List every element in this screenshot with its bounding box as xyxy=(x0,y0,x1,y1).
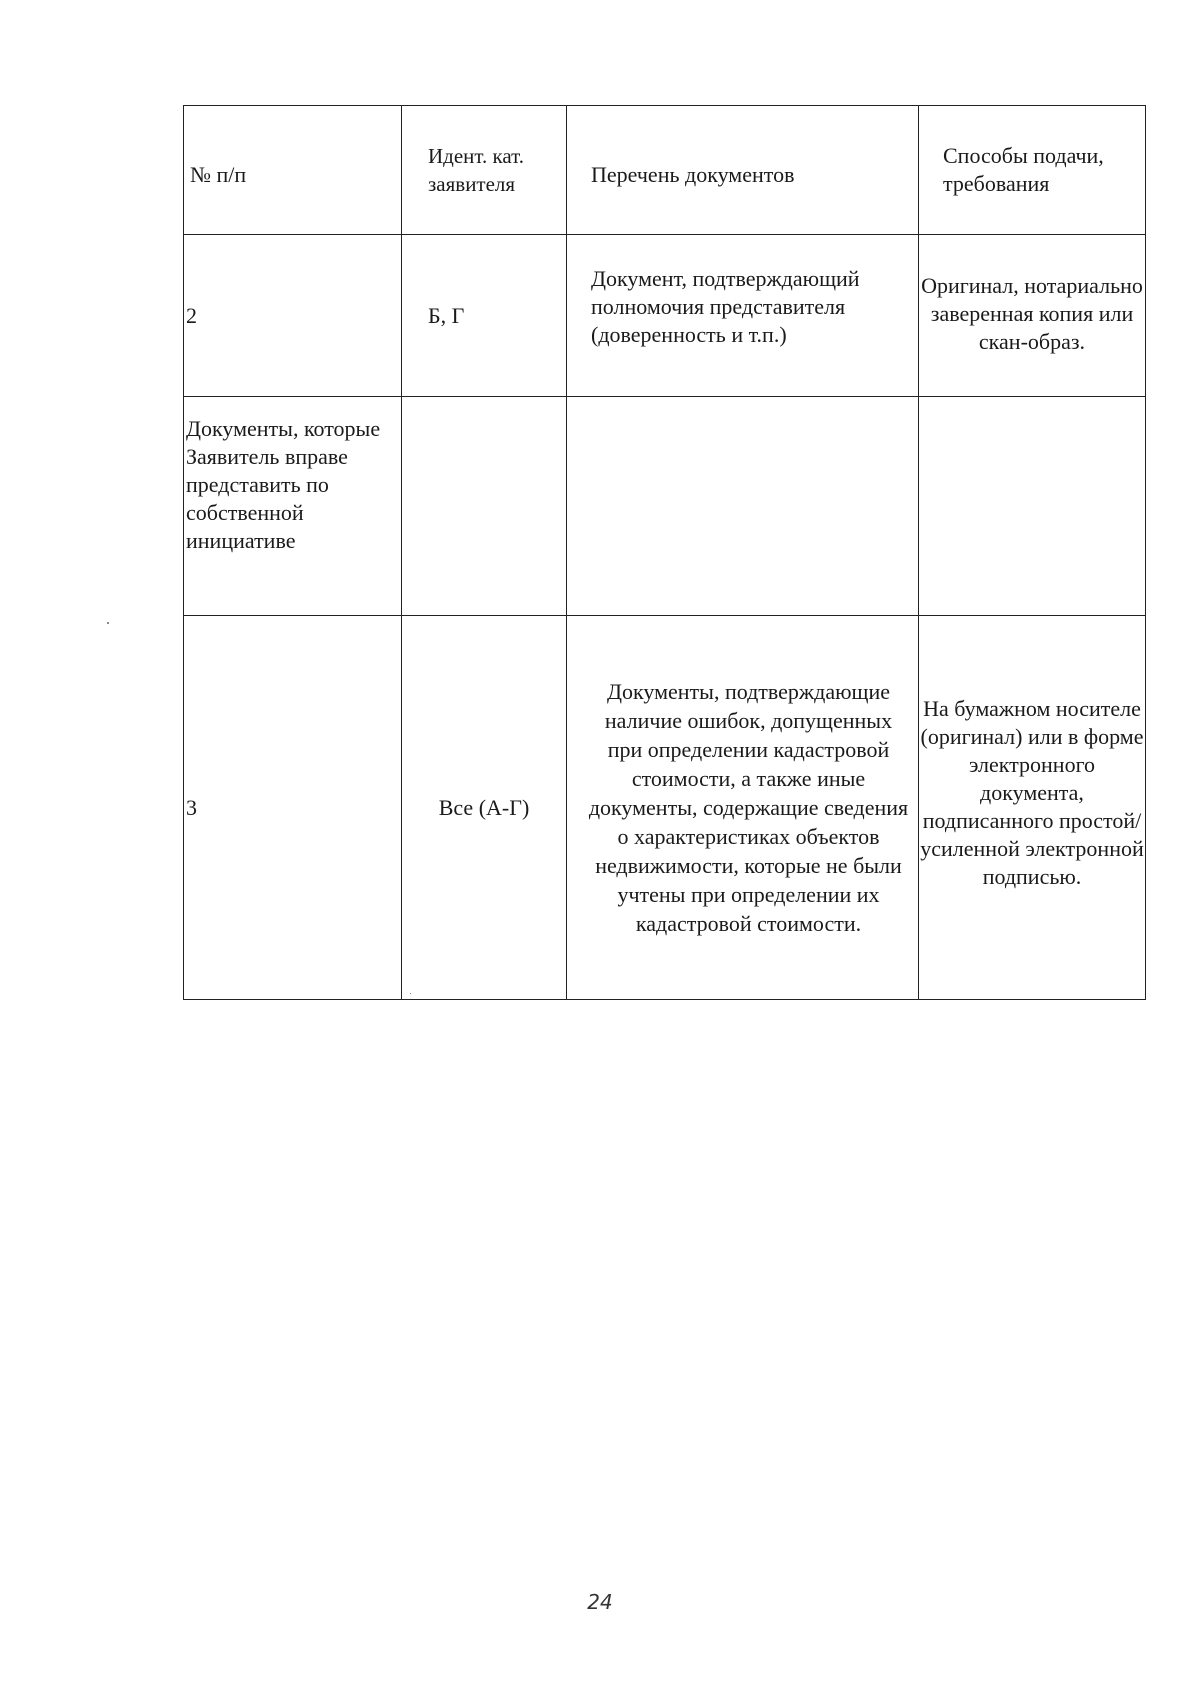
table-header-row xyxy=(184,106,1146,235)
row-methods: Оригинал, нотариально заверенная копия или скан-образ. xyxy=(919,235,1146,397)
section-title: Документы, которые Заявитель вправе представить по собственной инициативе xyxy=(184,397,402,616)
row-documents: Документ, подтверждающий полномочия представителя (доверенность и т.п.) xyxy=(567,235,919,397)
empty-cell xyxy=(919,397,1146,616)
page-number: 24 xyxy=(587,1590,613,1614)
header-num: № п/п xyxy=(184,106,402,235)
header-methods: Способы подачи, требования xyxy=(919,106,1146,235)
table-section-row xyxy=(184,397,1146,616)
row-num: 3 xyxy=(184,616,402,1000)
table-row xyxy=(184,235,1146,397)
header-documents: Перечень документов xyxy=(567,106,919,235)
row-category: Б, Г xyxy=(402,235,567,397)
documents-table xyxy=(183,105,1146,1000)
empty-cell xyxy=(402,397,567,616)
header-category: Идент. кат. заявителя xyxy=(402,106,567,235)
empty-cell xyxy=(567,397,919,616)
row-num: 2 xyxy=(184,235,402,397)
row-category: Все (А-Г) xyxy=(402,616,567,1000)
scan-speck xyxy=(410,993,411,994)
table-row xyxy=(184,616,1146,1000)
row-documents: Документы, подтверждающие наличие ошибок, допущенных при определении кадастровой стоимости, а также иные документы, содержащие сведения о характеристиках объектов недвижимости, которые не были учтены при определении их кадастровой стоимости. xyxy=(567,616,919,1000)
documents-table-container xyxy=(183,105,1145,1000)
scan-speck xyxy=(107,622,109,624)
row-methods: На бумажном носителе (оригинал) или в форме электронного документа, подписанного простой/усиленной электронной подписью. xyxy=(919,616,1146,1000)
